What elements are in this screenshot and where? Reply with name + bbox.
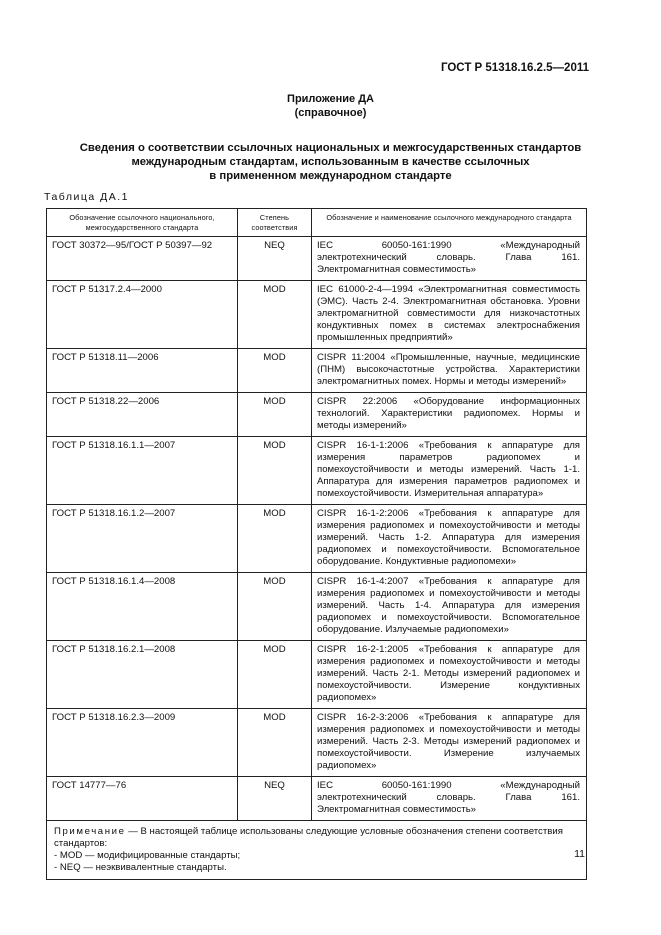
- note-item-mod: - MOD — модифицированные стандарты;: [54, 850, 241, 861]
- table-header-row: [47, 209, 587, 237]
- table-note: [47, 821, 587, 880]
- cell-standard: ГОСТ Р 51318.22—2006: [47, 393, 238, 437]
- cell-standard: ГОСТ Р 51318.16.2.1—2008: [47, 641, 238, 709]
- cell-standard: ГОСТ Р 51318.16.1.4—2008: [47, 573, 238, 641]
- table-row: [47, 777, 587, 821]
- header-national-standard: Обозначение ссылочного национального, межгосударственного стандарта: [47, 209, 238, 237]
- table-row: [47, 437, 587, 505]
- table-caption: Таблица ДА.1: [44, 191, 129, 203]
- header-international-standard: Обозначение и наименование ссылочного международного стандарта: [312, 209, 587, 237]
- header-degree: Степень соответствия: [238, 209, 312, 237]
- section-heading: [40, 141, 621, 183]
- cell-degree: NEQ: [238, 777, 312, 821]
- cell-standard: ГОСТ Р 51318.16.1.1—2007: [47, 437, 238, 505]
- cell-international: IEC 60050-161:1990 «Международный электротехнический словарь. Глава 161. Электромагнитная совместимость»: [312, 777, 587, 821]
- cell-international: IEC 60050-161:1990 «Международный электротехнический словарь. Глава 161. Электромагнитная совместимость»: [312, 237, 587, 281]
- note-label: Примечание: [54, 826, 126, 837]
- heading-line-1: Сведения о соответствии ссылочных национальных и межгосударственных стандартов: [79, 142, 582, 154]
- cell-degree: MOD: [238, 437, 312, 505]
- table-row: [47, 281, 587, 349]
- cell-standard: ГОСТ 14777—76: [47, 777, 238, 821]
- cell-degree: MOD: [238, 281, 312, 349]
- note-text: — В настоящей таблице использованы следующие условные обозначения степени соответствия стандартов:: [54, 826, 563, 849]
- correspondence-table: [46, 208, 587, 880]
- cell-international: CISPR 16-2-1:2005 «Требования к аппаратуре для измерения радиопомех и помехоустойчивости и методы измерений. Часть 2-1. Методы измерений радиопомех и помехоустойчивости. Измерение кондуктивных радиопомех»: [312, 641, 587, 709]
- table-row: [47, 505, 587, 573]
- cell-international: CISPR 16-2-3:2006 «Требования к аппаратуре для измерения радиопомех и помехоустойчивости и методы измерений. Часть 2-3. Методы измерений радиопомех и помехоустойчивости. Измерение излучаемых радиопомех»: [312, 709, 587, 777]
- cell-degree: MOD: [238, 573, 312, 641]
- cell-standard: ГОСТ Р 51318.11—2006: [47, 349, 238, 393]
- page-number: 11: [574, 848, 585, 860]
- cell-international: CISPR 11:2004 «Промышленные, научные, медицинские (ПНМ) высокочастотные устройства. Характеристики электромагнитных помех. Нормы и методы измерений»: [312, 349, 587, 393]
- cell-degree: MOD: [238, 709, 312, 777]
- cell-degree: MOD: [238, 393, 312, 437]
- annex-title-block: [0, 92, 661, 120]
- cell-degree: MOD: [238, 349, 312, 393]
- note-item-neq: - NEQ — неэквивалентные стандарты.: [54, 862, 227, 873]
- annex-title: Приложение ДА: [287, 93, 374, 105]
- table-row: [47, 641, 587, 709]
- cell-international: CISPR 22:2006 «Оборудование информационных технологий. Характеристики радиопомех. Нормы и методы измерений»: [312, 393, 587, 437]
- heading-line-3: в примененном международном стандарте: [209, 170, 452, 182]
- cell-degree: MOD: [238, 505, 312, 573]
- cell-degree: MOD: [238, 641, 312, 709]
- annex-subtitle: (справочное): [294, 107, 367, 119]
- cell-degree: NEQ: [238, 237, 312, 281]
- cell-standard: ГОСТ Р 51317.2.4—2000: [47, 281, 238, 349]
- cell-international: IEC 61000-2-4—1994 «Электромагнитная совместимость (ЭМС). Часть 2-4. Электромагнитная обстановка. Уровни электромагнитной совместимости для низкочастотных кондуктивных помех в системах электроснабжения промышленных предприятий»: [312, 281, 587, 349]
- table-row: [47, 573, 587, 641]
- heading-line-2: международным стандартам, использованным в качестве ссылочных: [131, 156, 530, 168]
- cell-international: CISPR 16-1-2:2006 «Требования к аппаратуре для измерения радиопомех и помехоустойчивости и методы измерений. Часть 1-2. Аппаратура для измерения радиопомех и помехоустойчивости. Вспомогательное оборудование. Кондуктивные радиопомехи»: [312, 505, 587, 573]
- cell-international: CISPR 16-1-4:2007 «Требования к аппаратуре для измерения радиопомех и помехоустойчивости и методы измерений. Часть 1-4. Аппаратура для измерения радиопомех и помехоустойчивости. Вспомогательное оборудование. Излучаемые радиопомехи»: [312, 573, 587, 641]
- cell-standard: ГОСТ Р 51318.16.2.3—2009: [47, 709, 238, 777]
- cell-standard: ГОСТ Р 51318.16.1.2—2007: [47, 505, 238, 573]
- table-row: [47, 709, 587, 777]
- table-row: [47, 237, 587, 281]
- table-row: [47, 393, 587, 437]
- document-id: ГОСТ Р 51318.16.2.5—2011: [440, 62, 589, 74]
- table-row: [47, 349, 587, 393]
- cell-international: CISPR 16-1-1:2006 «Требования к аппаратуре для измерения параметров радиопомех и помехоустойчивости и методы измерений. Часть 1-1. Аппаратура для измерения параметров радиопомех и помехоустойчивости. Измерительная аппаратура»: [312, 437, 587, 505]
- table-note-row: [47, 821, 587, 880]
- cell-standard: ГОСТ 30372—95/ГОСТ Р 50397—92: [47, 237, 238, 281]
